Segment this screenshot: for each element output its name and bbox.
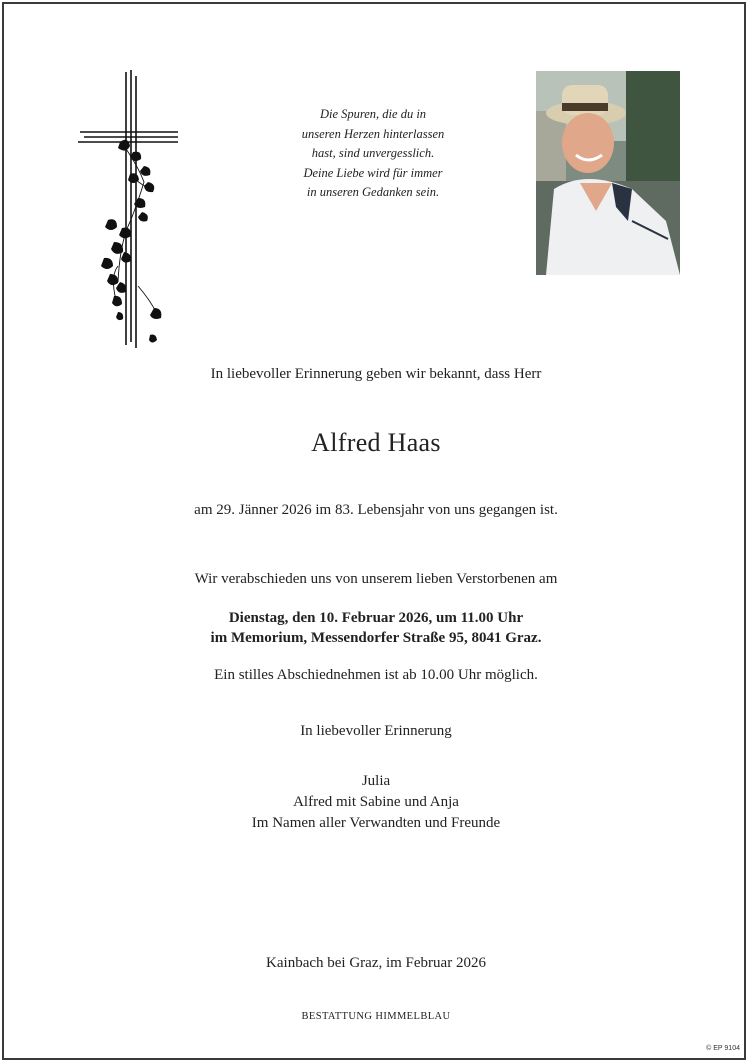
mourner-line: Alfred mit Sabine und Anja [293,794,459,810]
cross-with-ivy-icon [78,70,178,350]
print-code: © EP 9104 [706,1045,740,1052]
verse-line: unseren Herzen hinterlassen [301,126,445,141]
verse-line: Die Spuren, die du in [319,107,427,121]
ceremony-date: Dienstag, den 10. Februar 2026, um 11.00 Uhr [228,610,524,626]
death-date-text: am 29. Jänner 2026 im 83. Lebensjahr von uns gegangen ist. [194,502,558,518]
deceased-name: Alfred Haas [311,428,441,457]
farewell-text: Wir verabschieden uns von unserem lieben Verstorbenen am [194,571,558,587]
announcement-intro: In liebevoller Erinnerung geben wir bekannt, dass Herr [210,366,542,382]
in-memory-text: In liebevoller Erinnerung [300,723,452,739]
undertaker-name: BESTATTUNG HIMMELBLAU [301,1011,451,1022]
mourner-line: Im Namen aller Verwandten und Freunde [251,815,501,831]
viewing-text: Ein stilles Abschiednehmen ist ab 10.00 Uhr möglich. [214,667,538,683]
verse-line: Deine Liebe wird für immer [303,165,443,180]
memorial-verse [268,105,478,203]
portrait-photo [536,71,680,275]
verse-line: in unseren Gedanken sein. [306,185,440,199]
mourner-line: Julia [361,773,391,789]
verse-line: hast, sind unvergesslich. [311,146,435,160]
location-date: Kainbach bei Graz, im Februar 2026 [266,955,486,971]
ceremony-location: im Memorium, Messendorfer Straße 95, 8041 Graz. [210,630,542,646]
